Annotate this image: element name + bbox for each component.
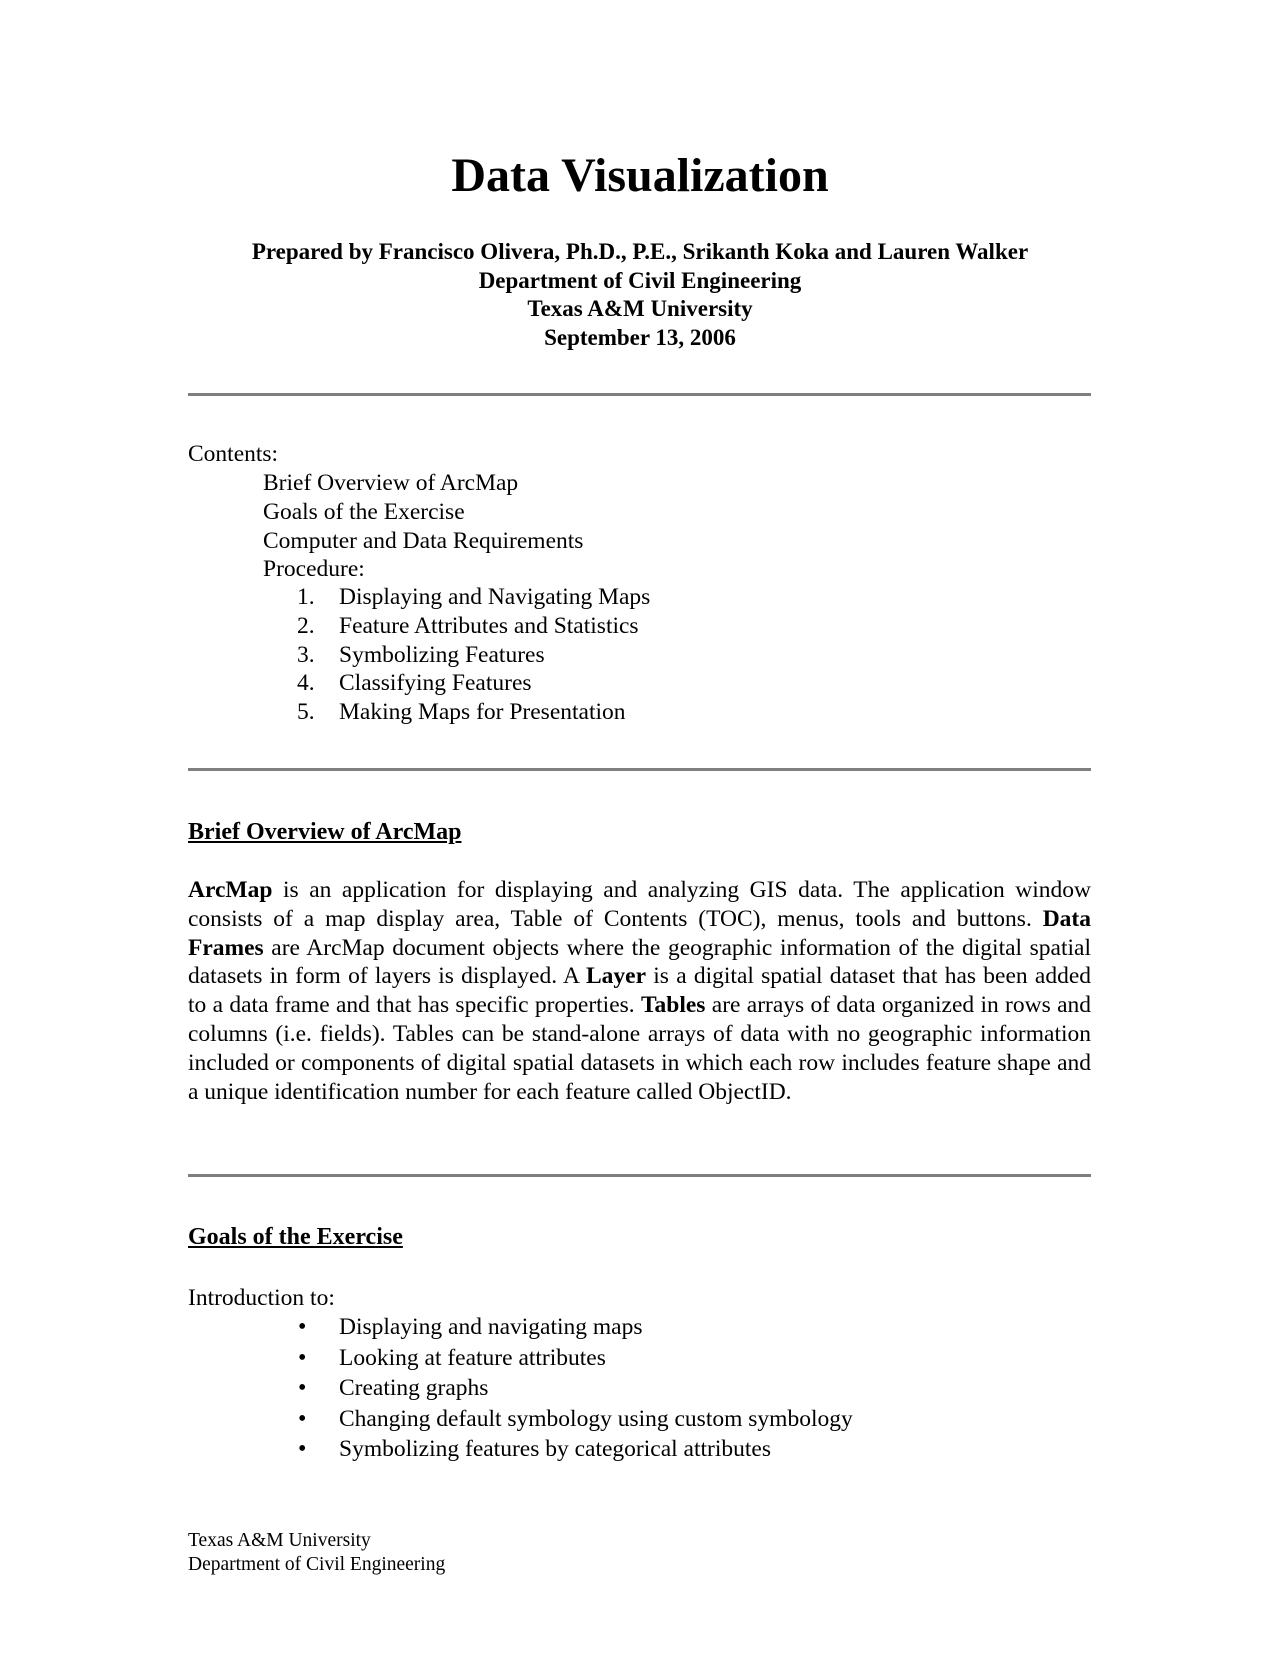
goals-heading: Goals of the Exercise [188, 1224, 403, 1250]
paragraph-text: is an application for displaying and analyzing GIS data. The application window consists of a map display area, Table of Contents (TOC), menus, tools and buttons. [188, 877, 1091, 932]
paragraph-text: are ArcMap document objects where the geographic information of the digital spatial datasets in form of layers is displayed. A [188, 934, 1091, 990]
date-line: September 13, 2006 [544, 324, 736, 350]
procedure-text: Symbolizing Features [339, 641, 545, 668]
procedure-number: 3. [297, 641, 315, 668]
term-tables: Tables [641, 992, 706, 1019]
procedure-text: Making Maps for Presentation [339, 699, 626, 726]
contents-item: Procedure: [263, 556, 365, 583]
procedure-number: 1. [297, 584, 315, 610]
goals-intro: Introduction to: [188, 1285, 335, 1311]
divider-rule [188, 1174, 1091, 1177]
footer-university: Texas A&M University [188, 1530, 371, 1551]
divider-rule [188, 768, 1091, 771]
list-item-text: Displaying and navigating maps [339, 1314, 643, 1340]
list-item-text: Creating graphs [339, 1375, 489, 1402]
bullet-icon: • [298, 1344, 307, 1371]
bullet-icon: • [298, 1405, 307, 1432]
list-item-text: Changing default symbology using custom symbology [339, 1405, 853, 1432]
overview-paragraph [188, 876, 1091, 1106]
page-footer [188, 1529, 445, 1577]
bullet-icon: • [298, 1314, 307, 1340]
divider-rule [188, 393, 1091, 396]
procedure-text: Feature Attributes and Statistics [339, 612, 639, 639]
term-arcmap: ArcMap [188, 877, 273, 903]
department-line: Department of Civil Engineering [478, 267, 802, 293]
bullet-icon: • [298, 1375, 307, 1402]
paragraph-text: is a digital spatial dataset that has been added to a data frame and that has specific properties. [188, 963, 1091, 1019]
contents-item: Brief Overview of ArcMap [263, 470, 519, 496]
contents-item: Goals of the Exercise [263, 498, 465, 525]
footer-department: Department of Civil Engineering [188, 1554, 446, 1575]
procedure-text: Displaying and Navigating Maps [339, 584, 651, 610]
authors-line: Prepared by Francisco Olivera, Ph.D., P.E., Srikanth Koka and Lauren Walker [251, 239, 1029, 264]
term-data-frames: Data Frames [188, 905, 1091, 961]
document-title: Data Visualization [451, 149, 829, 202]
procedure-number: 5. [297, 699, 315, 726]
term-layer: Layer [585, 963, 647, 990]
procedure-number: 4. [297, 670, 315, 697]
contents-item: Computer and Data Requirements [263, 527, 584, 554]
procedure-text: Classifying Features [339, 670, 532, 697]
contents-list [263, 469, 583, 584]
list-item-text: Looking at feature attributes [339, 1344, 606, 1371]
list-item-text: Symbolizing features by categorical attributes [339, 1436, 771, 1463]
overview-heading: Brief Overview of ArcMap [188, 819, 462, 845]
author-block [0, 238, 1280, 352]
procedure-number: 2. [297, 612, 315, 639]
bullet-icon: • [298, 1436, 307, 1463]
paragraph-text: are arrays of data organized in rows and columns (i.e. fields). Tables can be stand-alone arrays of data with no geographic information included or components of digital spatial datasets in which each row includes feature shape and a unique identification number for each feature called ObjectID. [188, 992, 1092, 1105]
university-line: Texas A&M University [527, 296, 753, 321]
contents-heading: Contents: [188, 441, 279, 467]
